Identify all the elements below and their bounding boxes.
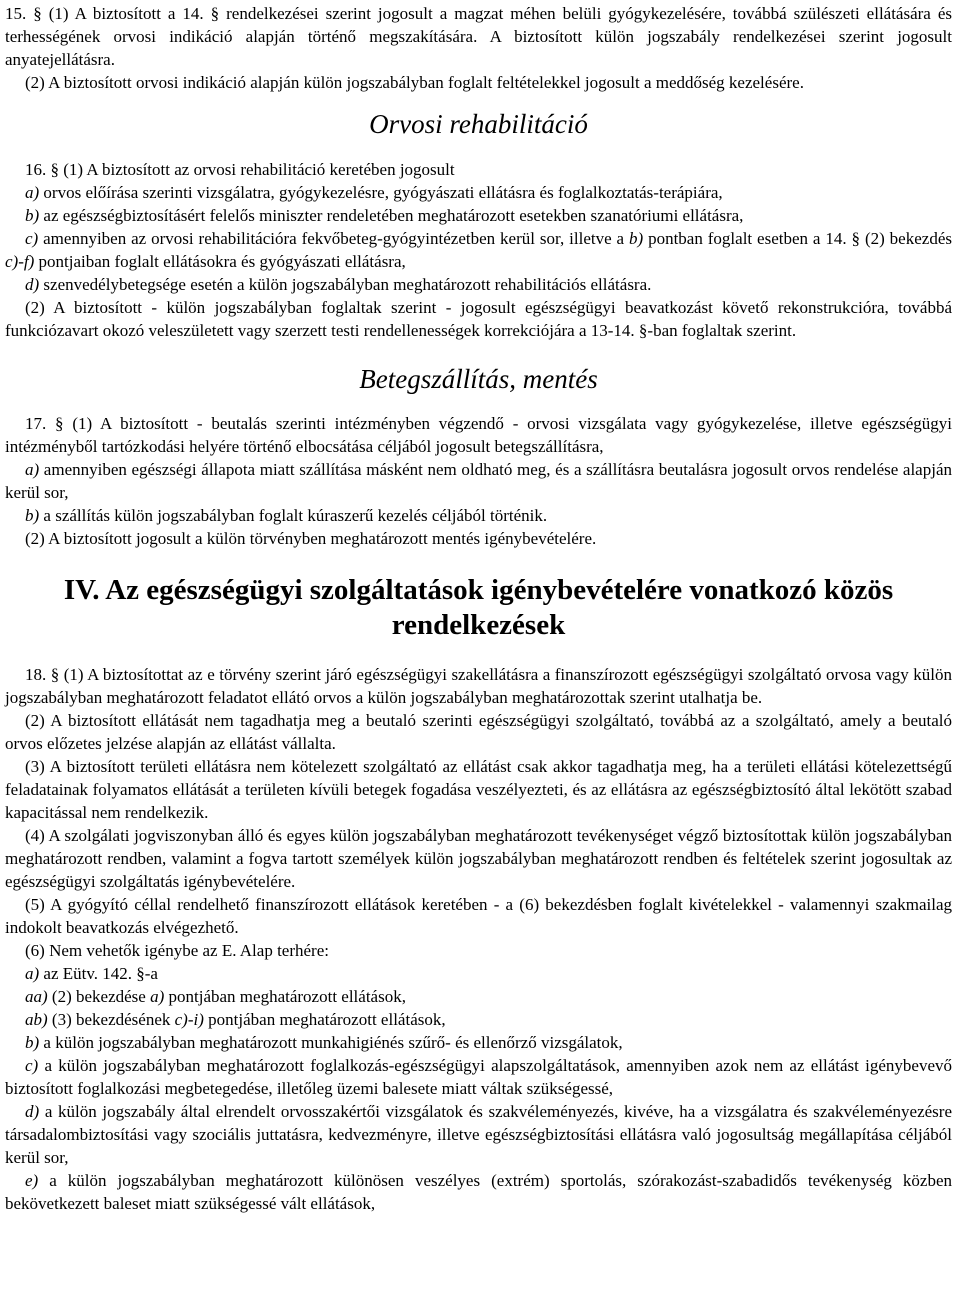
point-label: aa) bbox=[25, 987, 48, 1006]
point-text: szenvedélybetegsége esetén a külön jogszabályban meghatározott rehabilitációs ellátásra. bbox=[39, 275, 652, 294]
point-text: pontjaiban foglalt ellátásokra és gyógyászati ellátásra, bbox=[34, 252, 406, 271]
section-16-point-c bbox=[5, 227, 952, 273]
point-text: az Eütv. 142. §-a bbox=[39, 964, 158, 983]
section-17-intro: 17. § (1) A biztosított - beutalás szerinti intézményben végzendő - orvosi vizsgálata vagy gyógykezelése, illetve egészségügyi intézményből tartózkodási helyére történő elbocsátása céljából jogosult betegszállításra, bbox=[5, 414, 952, 456]
point-text: pontban foglalt esetben a 14. § (2) bekezdés bbox=[643, 229, 952, 248]
section-18-point-e bbox=[5, 1169, 952, 1215]
subheading-orvosi-rehabilitacio: Orvosi rehabilitáció bbox=[369, 109, 588, 139]
section-16-point-a bbox=[5, 181, 952, 204]
section-18-point-a bbox=[5, 962, 952, 985]
subheading-betegszallitas-mentes: Betegszállítás, mentés bbox=[359, 364, 598, 394]
point-reference: a) bbox=[150, 987, 165, 1006]
point-text: a külön jogszabályban meghatározott különösen veszélyes (extrém) sportolás, szórakozást-szabadidős tevékenység közben bekövetkezett baleset miatt szükségessé vált ellátások, bbox=[5, 1171, 952, 1213]
point-label: b) bbox=[25, 206, 40, 225]
point-label: a) bbox=[25, 964, 40, 983]
section-17-para-2: (2) A biztosított jogosult a külön törvényben meghatározott mentés igénybevételére. bbox=[25, 529, 597, 548]
point-label: b) bbox=[25, 506, 40, 525]
section-18-para-4: (4) A szolgálati jogviszonyban álló és egyes külön jogszabályban meghatározott tevékenységet végző biztosítottak külön jogszabályban meghatározott rendben, valamint a fogva tartott személyek külön jogszabályban meghatározott rendben és feltételek szerint jogosultak az egészségügyi szolgáltatás igénybevételére. bbox=[5, 826, 952, 891]
point-text: amennyiben egészségi állapota miatt szállítása másként nem oldható meg, és a szállításra beutalásra jogosult orvos rendelése alapján kerül sor, bbox=[5, 460, 952, 502]
section-15-para-2: (2) A biztosított orvosi indikáció alapján külön jogszabályban foglalt feltételekkel jogosult a meddőség kezelésére. bbox=[25, 73, 804, 92]
point-label: c) bbox=[25, 229, 39, 248]
point-text: amennyiben az orvosi rehabilitációra fekvőbeteg-gyógyintézetben kerül sor, illetve a bbox=[38, 229, 629, 248]
point-text: a külön jogszabályban meghatározott foglalkozás-egészségügyi alapszolgáltatások, amennyiben azok nem az ellátást igénybevevő biztosított foglalkozási megbetegedése, illetőleg üzemi balesete miatt váltak szükségessé, bbox=[5, 1056, 952, 1098]
chapter-heading-line-2: rendelkezések bbox=[391, 609, 566, 641]
section-18-point-aa bbox=[5, 985, 952, 1008]
section-18-para-5: (5) A gyógyító céllal rendelhető finanszírozott ellátások keretében - a (6) bekezdésben foglalt kivételekkel - valamennyi szakmailag indokolt beavatkozás elvégezhető. bbox=[5, 895, 952, 937]
point-label: c) bbox=[25, 1056, 39, 1075]
point-text: a külön jogszabály által elrendelt orvosszakértői vizsgálatok és szakvéleményezés, kivéve, ha a vizsgálatra és szakvéleményezésre társadalombiztosítási vagy szociális juttatásra, kedvezményre, illetve egészségbiztosítási ellátásra való jogosultság megállapítása céljából kerül sor, bbox=[5, 1102, 952, 1167]
point-text: (3) bekezdésének bbox=[47, 1010, 175, 1029]
section-17-point-b bbox=[5, 504, 952, 527]
section-18-para-6: (6) Nem vehetők igénybe az E. Alap terhére: bbox=[25, 941, 329, 960]
point-label: a) bbox=[25, 183, 40, 202]
point-label: d) bbox=[25, 275, 40, 294]
section-16-intro: 16. § (1) A biztosított az orvosi rehabilitáció keretében jogosult bbox=[25, 160, 455, 179]
section-18-para-1: 18. § (1) A biztosítottat az e törvény szerint járó egészségügyi szakellátásra a finanszírozott egészségügyi szolgáltató orvosa vagy külön jogszabályban meghatározott feladatot ellátó orvos a külön jogszabályban meghatározottak szerint utalhatja be. bbox=[5, 665, 952, 707]
point-label: b) bbox=[25, 1033, 40, 1052]
chapter-heading-line-1: IV. Az egészségügyi szolgáltatások igénybevételére vonatkozó közös bbox=[63, 574, 894, 606]
section-18-point-d bbox=[5, 1100, 952, 1169]
point-reference: b) bbox=[629, 229, 644, 248]
section-16-point-b bbox=[5, 204, 952, 227]
point-text: orvos előírása szerinti vizsgálatra, gyógykezelésre, gyógyászati ellátásra és foglalkoztatás-terápiára, bbox=[39, 183, 723, 202]
point-label: ab) bbox=[25, 1010, 48, 1029]
point-label: e) bbox=[25, 1171, 39, 1190]
point-text: (2) bekezdése bbox=[47, 987, 151, 1006]
point-label: d) bbox=[25, 1102, 40, 1121]
point-label: a) bbox=[25, 460, 40, 479]
section-16-para-2: (2) A biztosított - külön jogszabályban foglaltak szerint - jogosult egészségügyi beavatkozást követő rekonstrukcióra, továbbá funkciózavart okozó veleszületett vagy szerzett testi rendellenességek korrekciójára a 13-14. §-ban foglaltak szerint. bbox=[5, 298, 952, 340]
section-18-point-c bbox=[5, 1054, 952, 1100]
section-18-para-3: (3) A biztosított területi ellátásra nem kötelezett szolgáltató az ellátást csak akkor tagadhatja meg, ha a területi ellátási kötelezettségű feladatainak folyamatos ellátását a területen kívüli betegek fogadása veszélyezteti, és az ellátásra az egészségbiztosító által lekötött szabad kapacitással nem rendelkezik. bbox=[5, 757, 952, 822]
chapter-heading bbox=[5, 573, 952, 643]
section-18-para-2: (2) A biztosított ellátását nem tagadhatja meg a beutaló szerinti egészségügyi szolgáltató, továbbá az a szolgáltató, amely a beutaló orvos előzetes jelzése alapján az ellátást vállalta. bbox=[5, 711, 952, 753]
section-15-para-1: 15. § (1) A biztosított a 14. § rendelkezései szerint jogosult a magzat méhen belüli gyógykezelésére, továbbá szülészeti ellátására és terhességének orvosi indikáció alapján történő megszakítására. A biztosított külön jogszabály rendelkezései szerint jogosult anyatejellátásra. bbox=[5, 4, 952, 69]
section-18-point-b bbox=[5, 1031, 952, 1054]
point-text: pontjában meghatározott ellátások, bbox=[164, 987, 406, 1006]
point-reference: c)-i) bbox=[174, 1010, 204, 1029]
section-16-point-d bbox=[5, 273, 952, 296]
section-17-point-a bbox=[5, 458, 952, 504]
point-text: pontjában meghatározott ellátások, bbox=[203, 1010, 446, 1029]
point-reference: c)-f) bbox=[5, 252, 35, 271]
section-18-point-ab bbox=[5, 1008, 952, 1031]
point-text: a szállítás külön jogszabályban foglalt kúraszerű kezelés céljából történik. bbox=[39, 506, 548, 525]
point-text: a külön jogszabályban meghatározott munkahigiénés szűrő- és ellenőrző vizsgálatok, bbox=[39, 1033, 623, 1052]
point-text: az egészségbiztosításért felelős miniszter rendeletében meghatározott esetekben szanatóriumi ellátásra, bbox=[39, 206, 744, 225]
